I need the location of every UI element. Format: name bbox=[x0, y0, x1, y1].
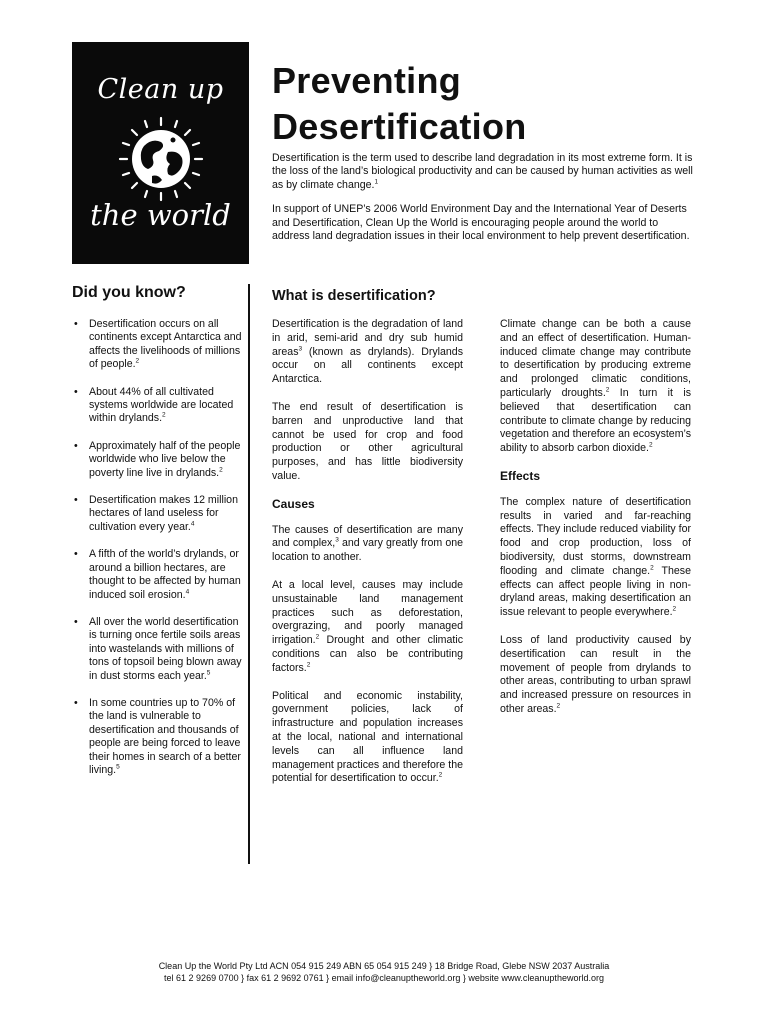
footnote-ref: 5 bbox=[116, 763, 120, 771]
main-column-2 bbox=[500, 318, 691, 731]
fact-text: Approximately half of the people worldwide who live below the poverty line live in drylands. bbox=[89, 439, 241, 479]
main-heading: What is desertification? bbox=[272, 288, 436, 304]
paragraph: The end result of desertification is barren and unproductive land that cannot be used for crop and food production or other agricultural purposes, and has little biodiversity value. bbox=[272, 400, 463, 482]
did-you-know-sidebar bbox=[72, 284, 244, 791]
paragraph-text: The complex nature of desertification results in varied and far-reaching effects. They include reduced viability for food and crop production, loss of biodiversity, dust storms, downstream flooding and climate change. bbox=[500, 495, 691, 577]
paragraph-text: Climate change can be both a cause and an effect of desertification. Human-induced climate change may contribute to desertification by producing extreme and prolonged climatic conditions, particularly droughts. bbox=[500, 318, 691, 399]
fact-text: In some countries up to 70% of the land is vulnerable to desertification and thousands of people are being forced to leave their homes in search of a better living. bbox=[89, 696, 241, 776]
footnote-ref: 2 bbox=[605, 386, 610, 394]
footnote-ref: 2 bbox=[135, 357, 140, 365]
fact-text: All over the world desertification is turning once fertile soils areas into wastelands with millions of tons of topsoil being blown away in dust storms each year. bbox=[89, 615, 242, 682]
paragraph-text: (known as drylands). Drylands occur on all continents except Antarctica. bbox=[272, 345, 463, 386]
paragraph bbox=[272, 524, 463, 565]
vertical-divider bbox=[248, 284, 250, 864]
paragraph bbox=[500, 318, 691, 456]
list-item bbox=[72, 548, 244, 602]
paragraph bbox=[500, 634, 691, 717]
fact-text: Desertification occurs on all continents except Antarctica and affects the livelihoods of millions of people. bbox=[89, 318, 242, 371]
paragraph bbox=[272, 318, 463, 387]
paragraph bbox=[272, 579, 463, 676]
main-column-1 bbox=[272, 318, 463, 800]
title-line-1: Preventing bbox=[272, 60, 462, 101]
fact-text: About 44% of all cultivated systems worldwide are located within drylands. bbox=[89, 385, 234, 425]
paragraph-text: Desertification is the degradation of land in arid, semi-arid and dry sub humid areas bbox=[272, 318, 463, 358]
page-footer bbox=[0, 960, 768, 984]
intro-text-1: Desertification is the term used to describe land degradation in its most extreme form. It is the loss of the land’s biological productivity and can be caused by human activities as well as by climate change. bbox=[272, 152, 693, 191]
list-item bbox=[72, 440, 244, 480]
footnote-ref: 3 bbox=[298, 345, 303, 353]
list-item bbox=[72, 697, 244, 777]
list-item bbox=[72, 616, 244, 683]
footnote-ref: 2 bbox=[556, 702, 561, 710]
intro-paragraph-2: In support of UNEP’s 2006 World Environment Day and the International Year of Deserts and Desertification, Clean Up the World is encouraging people around the world to address land degradation issues in their local environment to help prevent desertification. bbox=[272, 203, 690, 243]
footnote-ref: 2 bbox=[315, 633, 320, 641]
clean-up-the-world-logo bbox=[72, 42, 249, 264]
paragraph bbox=[500, 496, 691, 620]
paragraph-text: These effects can affect people living in non-dryland areas, making desertification an issue relevant to people everywhere. bbox=[500, 564, 691, 619]
footnote-ref: 2 bbox=[162, 411, 166, 419]
paragraph-text: At a local level, causes may include unsustainable land management practices such as deforestation, overgrazing, and poorly managed irrigation. bbox=[272, 578, 463, 647]
intro-paragraph-1 bbox=[272, 152, 694, 192]
paragraph-text: and vary greatly from one location to another. bbox=[272, 537, 463, 564]
effects-heading: Effects bbox=[500, 468, 541, 483]
paragraph bbox=[272, 690, 463, 787]
title-line-2: Desertification bbox=[272, 106, 527, 147]
page-title bbox=[272, 58, 527, 150]
footnote-ref: 4 bbox=[190, 520, 195, 528]
logo-text-top: Clean up bbox=[97, 74, 224, 105]
footnote-ref: 2 bbox=[219, 466, 223, 474]
fact-text: Desertification makes 12 million hectares of land useless for cultivation every year. bbox=[89, 494, 238, 533]
sidebar-heading: Did you know? bbox=[72, 284, 186, 301]
footer-contact: tel 61 2 9269 0700 } fax 61 2 9692 0761 } email info@cleanuptheworld.org } website www.cleanuptheworld.org bbox=[164, 973, 604, 983]
list-item bbox=[72, 318, 244, 372]
footnote-ref: 3 bbox=[335, 536, 339, 544]
footnote-ref: 2 bbox=[650, 564, 654, 572]
globe-icon bbox=[118, 116, 204, 202]
list-item bbox=[72, 494, 244, 534]
footnote-ref: 5 bbox=[206, 669, 211, 676]
footnote-ref: 2 bbox=[306, 661, 311, 669]
paragraph-text: The causes of desertification are many and complex, bbox=[272, 523, 463, 550]
footer-address: Clean Up the World Pty Ltd ACN 054 915 249 ABN 65 054 915 249 } 18 Bridge Road, Glebe NSW 2037 Australia bbox=[158, 961, 610, 971]
logo-text-bottom: the world bbox=[90, 198, 231, 232]
paragraph-text: In turn it is believed that desertification can contribute to climate change by reducing vegetation and therefore an ecosystem’s ability to absorb carbon dioxide. bbox=[500, 386, 691, 455]
paragraph-text: Political and economic instability, government policies, lack of infrastructure and population increases at the local, national and international levels can all influence land management practices and therefore the potential for desertification to occur. bbox=[272, 689, 463, 785]
list-item bbox=[72, 386, 244, 426]
footnote-ref: 2 bbox=[438, 771, 443, 779]
footnote-ref: 2 bbox=[672, 605, 677, 613]
footnote-ref: 2 bbox=[649, 441, 653, 449]
causes-heading: Causes bbox=[272, 496, 315, 511]
fact-list bbox=[72, 318, 244, 777]
intro-section bbox=[272, 152, 694, 254]
fact-text: A fifth of the world’s drylands, or around a billion hectares, are thought to be affected by human induced soil erosion. bbox=[89, 548, 241, 601]
footnote-ref: 1 bbox=[374, 178, 379, 186]
footnote-ref: 4 bbox=[185, 587, 190, 595]
paragraph-text: Drought and other climatic conditions can also be contributing factors. bbox=[272, 634, 463, 674]
paragraph-text: Loss of land productivity caused by desertification can result in the movement of people from drylands to other areas, contributing to urban sprawl and increased pressure on resources in other areas. bbox=[500, 633, 691, 715]
